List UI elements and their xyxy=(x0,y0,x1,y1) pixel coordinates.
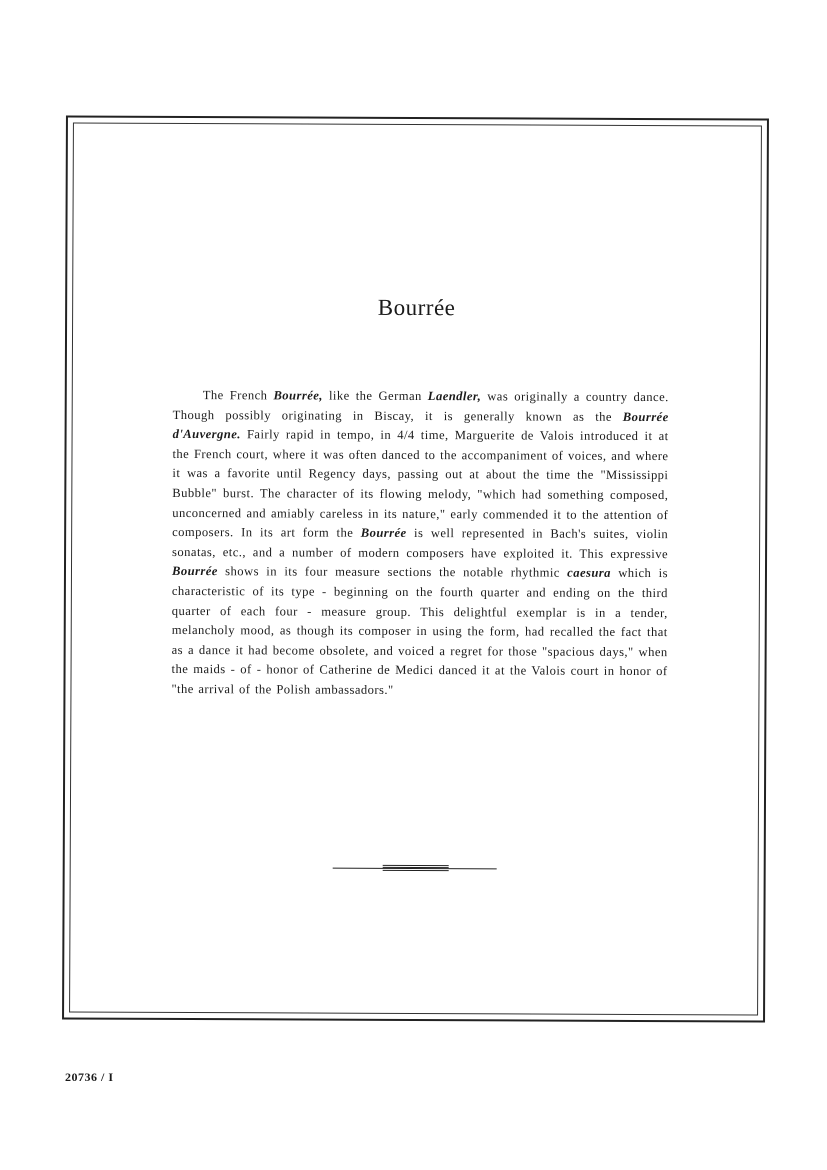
text-run: was originally a country dance. Though possibly originating in Biscay, it is generally known as the xyxy=(172,389,669,424)
italic-term-bourree-auvergne: Bourrée d'Auvergne. xyxy=(172,409,669,442)
text-run: The French xyxy=(202,388,274,403)
text-run: shows in its four measure sections the notable rhythmic xyxy=(217,564,568,581)
italic-term-caesura: caesura xyxy=(567,566,611,581)
text-run: which is characteristic of its type - beginning on the fourth quarter and ending on the third quarter of each four - measure group. This delightful exemplar is in a tender, melancholy mood, as though its composer in using the form, had recalled the fact that as a dance it had become obsolete, and voiced a regret for those "spacious days," when the maids - of - honor of Catherine de Medici danced it at the Valois court in honor of "the arrival of the Polish ambassadors." xyxy=(171,566,668,697)
italic-term-bourree: Bourrée, xyxy=(273,388,323,403)
text-run: like the German xyxy=(322,388,428,404)
page-border xyxy=(62,115,769,1022)
page-number: 20736 / I xyxy=(65,1070,114,1084)
rule-center-line xyxy=(383,870,449,871)
text-run: is well represented in Bach's suites, violin sonatas, etc., and a number of modern composers have exploited it. This expressive xyxy=(172,526,669,561)
body-paragraph xyxy=(171,386,668,702)
page-border-inner xyxy=(69,123,762,1016)
page-title: Bourrée xyxy=(377,294,456,321)
italic-term-bourree: Bourrée xyxy=(171,564,218,579)
italic-term-bourree: Bourrée xyxy=(360,525,407,541)
text-run: Fairly rapid in tempo, in 4/4 time, Marguerite de Valois introduced it at the French court, where it was often danced to the accompaniment of voices, and where it was a favorite until Regency days, passing out at about the time the "Mississippi Bubble" burst. The character of its flowing melody, "which had something composed, unconcerned and amiably careless in its nature," early commended it to the attention of composers. In its art form the xyxy=(172,427,669,540)
italic-term-laendler: Laendler, xyxy=(427,389,482,404)
ornamental-rule xyxy=(333,865,497,874)
